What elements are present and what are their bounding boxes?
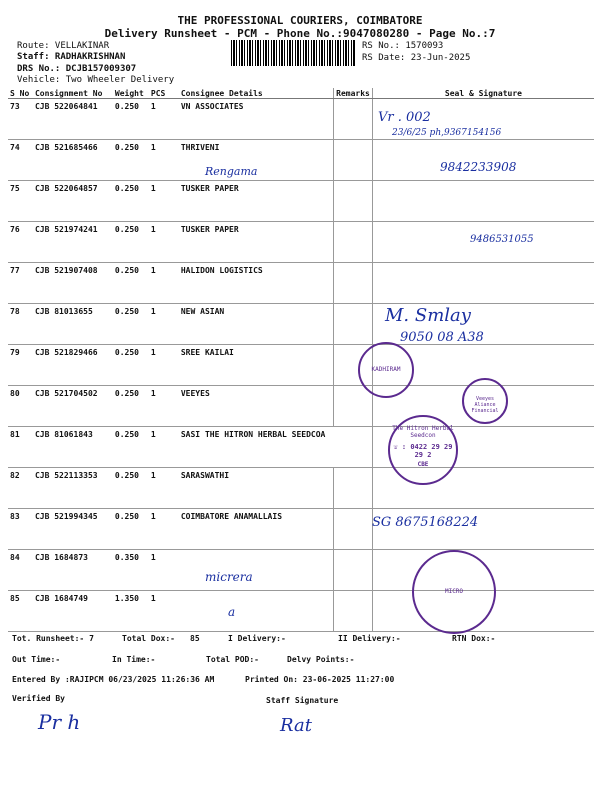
cell-pcs: 1 bbox=[149, 550, 179, 591]
cell-remarks bbox=[334, 591, 373, 632]
cell-consignment: CJB 521974241 bbox=[33, 222, 113, 263]
out-time: Out Time:- bbox=[12, 655, 61, 664]
handwritten-note: SG 8675168224 bbox=[372, 515, 479, 530]
entered-by: Entered By :RAJIPCM 06/23/2025 11:26:36 AM bbox=[12, 675, 215, 684]
cell-consignment: CJB 81013655 bbox=[33, 304, 113, 345]
cell-remarks bbox=[334, 386, 373, 427]
table-row bbox=[8, 509, 594, 550]
cell-sno: 83 bbox=[8, 509, 33, 550]
cell-weight: 0.250 bbox=[113, 99, 149, 140]
drs-no: DRS No.: DCJB157009307 bbox=[17, 64, 137, 74]
company-seal: KADHIRAM bbox=[358, 342, 414, 398]
cell-pcs: 1 bbox=[149, 386, 179, 427]
cell-weight: 0.250 bbox=[113, 468, 149, 509]
tot-runsheet: Tot. Runsheet:- 7 bbox=[12, 634, 94, 643]
ii-delivery: II Delivery:- bbox=[338, 634, 401, 643]
handwritten-note: 9486531055 bbox=[470, 234, 534, 245]
cell-consignee: TUSKER PAPER bbox=[179, 222, 334, 263]
i-delivery: I Delivery:- bbox=[228, 634, 286, 643]
cell-consignee: SARASWATHI bbox=[179, 468, 334, 509]
staff-signature: Rat bbox=[280, 715, 312, 736]
cell-pcs: 1 bbox=[149, 304, 179, 345]
in-time: In Time:- bbox=[112, 655, 156, 664]
handwritten-note: 9842233908 bbox=[440, 160, 517, 174]
col-signature: Seal & Signature bbox=[372, 88, 594, 99]
cell-remarks bbox=[334, 140, 373, 181]
company-title: THE PROFESSIONAL COURIERS, COIMBATORE bbox=[177, 14, 423, 27]
table-row bbox=[8, 304, 594, 345]
cell-consignment: CJB 521907408 bbox=[33, 263, 113, 304]
cell-sno: 80 bbox=[8, 386, 33, 427]
cell-remarks bbox=[334, 550, 373, 591]
cell-pcs: 1 bbox=[149, 222, 179, 263]
cell-pcs: 1 bbox=[149, 427, 179, 468]
cell-remarks bbox=[334, 304, 373, 345]
cell-pcs: 1 bbox=[149, 468, 179, 509]
cell-remarks bbox=[334, 468, 373, 509]
cell-consignee bbox=[179, 591, 334, 632]
table-row bbox=[8, 345, 594, 386]
cell-consignee: HALIDON LOGISTICS bbox=[179, 263, 334, 304]
total-dox-value: 85 bbox=[190, 634, 200, 643]
col-sno: S No bbox=[8, 88, 33, 99]
delvy-points: Delvy Points:- bbox=[287, 655, 355, 664]
cell-weight: 0.250 bbox=[113, 304, 149, 345]
cell-weight: 0.250 bbox=[113, 140, 149, 181]
cell-sno: 74 bbox=[8, 140, 33, 181]
cell-remarks bbox=[334, 181, 373, 222]
cell-weight: 0.250 bbox=[113, 345, 149, 386]
cell-remarks bbox=[334, 99, 373, 140]
cell-pcs: 1 bbox=[149, 263, 179, 304]
staff: Staff: RADHAKRISHNAN bbox=[17, 52, 126, 62]
verified-by: Verified By bbox=[12, 694, 65, 703]
cell-remarks bbox=[334, 509, 373, 550]
cell-consignee: VN ASSOCIATES bbox=[179, 99, 334, 140]
handwritten-note: 23/6/25 ph,9367154156 bbox=[392, 128, 502, 138]
rs-date: RS Date: 23-Jun-2025 bbox=[362, 53, 471, 63]
table-row bbox=[8, 591, 594, 632]
cell-weight: 0.250 bbox=[113, 263, 149, 304]
cell-pcs: 1 bbox=[149, 509, 179, 550]
seal-phone: ☏ : 0422 29 29 29 2 bbox=[393, 443, 453, 459]
cell-consignment: CJB 521704502 bbox=[33, 386, 113, 427]
cell-weight: 0.250 bbox=[113, 427, 149, 468]
cell-consignment: CJB 81061843 bbox=[33, 427, 113, 468]
cell-consignee: SREE KAILAI bbox=[179, 345, 334, 386]
table-row bbox=[8, 181, 594, 222]
table-row bbox=[8, 427, 594, 468]
seal-name: The Hitron Herbal Seedcon bbox=[392, 425, 454, 439]
cell-consignee: COIMBATORE ANAMALLAIS bbox=[179, 509, 334, 550]
cell-weight: 1.350 bbox=[113, 591, 149, 632]
table-row bbox=[8, 99, 594, 140]
cell-weight: 0.250 bbox=[113, 386, 149, 427]
vehicle: Vehicle: Two Wheeler Delivery bbox=[17, 75, 175, 85]
cell-pcs: 1 bbox=[149, 181, 179, 222]
cell-sno: 82 bbox=[8, 468, 33, 509]
rtn-dox: RTN Dox:- bbox=[452, 634, 496, 643]
cell-weight: 0.250 bbox=[113, 509, 149, 550]
col-consignee: Consignee Details bbox=[179, 88, 334, 99]
cell-consignment: CJB 1684749 bbox=[33, 591, 113, 632]
cell-consignment: CJB 522064841 bbox=[33, 99, 113, 140]
verified-signature: Pr h bbox=[38, 710, 81, 734]
handwritten-note: 9050 08 A38 bbox=[400, 330, 484, 345]
handwritten-note: Rengama bbox=[205, 165, 258, 178]
cell-consignee: NEW ASIAN bbox=[179, 304, 334, 345]
handwritten-note: micrera bbox=[205, 570, 253, 584]
col-consignment: Consignment No bbox=[33, 88, 113, 99]
cell-consignment: CJB 522113353 bbox=[33, 468, 113, 509]
cell-signature bbox=[372, 181, 594, 222]
cell-signature bbox=[372, 263, 594, 304]
table-row bbox=[8, 263, 594, 304]
cell-weight: 0.250 bbox=[113, 181, 149, 222]
cell-sno: 85 bbox=[8, 591, 33, 632]
cell-pcs: 1 bbox=[149, 591, 179, 632]
cell-pcs: 1 bbox=[149, 99, 179, 140]
cell-sno: 84 bbox=[8, 550, 33, 591]
cell-pcs: 1 bbox=[149, 345, 179, 386]
table-row bbox=[8, 550, 594, 591]
col-weight: Weight bbox=[113, 88, 149, 99]
total-dox-label: Total Dox:- bbox=[122, 634, 175, 643]
cell-weight: 0.350 bbox=[113, 550, 149, 591]
cell-consignment: CJB 521685466 bbox=[33, 140, 113, 181]
company-seal bbox=[388, 415, 458, 485]
cell-sno: 78 bbox=[8, 304, 33, 345]
route: Route: VELLAKINAR bbox=[17, 41, 110, 51]
cell-remarks bbox=[334, 263, 373, 304]
cell-sno: 77 bbox=[8, 263, 33, 304]
handwritten-note: a bbox=[228, 605, 236, 619]
handwritten-note: M. Smlay bbox=[385, 305, 471, 326]
cell-remarks bbox=[334, 222, 373, 263]
cell-consignee bbox=[179, 550, 334, 591]
total-pod: Total POD:- bbox=[206, 655, 259, 664]
runsheet-title: Delivery Runsheet - PCM - Phone No.:9047080280 - Page No.:7 bbox=[104, 27, 496, 40]
staff-signature-label: Staff Signature bbox=[266, 696, 339, 705]
rs-no: RS No.: 1570093 bbox=[362, 41, 444, 51]
seal-city: CBE bbox=[417, 461, 429, 468]
cell-pcs: 1 bbox=[149, 140, 179, 181]
cell-sno: 81 bbox=[8, 427, 33, 468]
cell-consignment: CJB 521994345 bbox=[33, 509, 113, 550]
company-seal: Veeyes Aliance Financial bbox=[462, 378, 508, 424]
cell-consignee: VEEYES bbox=[179, 386, 334, 427]
cell-consignee: SASI THE HITRON HERBAL SEEDCOA bbox=[179, 427, 372, 468]
cell-consignment: CJB 521829466 bbox=[33, 345, 113, 386]
cell-sno: 76 bbox=[8, 222, 33, 263]
cell-consignment: CJB 1684873 bbox=[33, 550, 113, 591]
printed-on: Printed On: 23-06-2025 11:27:00 bbox=[245, 675, 395, 684]
barcode bbox=[231, 40, 355, 66]
cell-weight: 0.250 bbox=[113, 222, 149, 263]
table-row bbox=[8, 468, 594, 509]
cell-sno: 75 bbox=[8, 181, 33, 222]
cell-consignee: TUSKER PAPER bbox=[179, 181, 334, 222]
col-pcs: PCS bbox=[149, 88, 179, 99]
cell-sno: 73 bbox=[8, 99, 33, 140]
table-header bbox=[8, 88, 594, 99]
col-remarks: Remarks bbox=[334, 88, 373, 99]
cell-sno: 79 bbox=[8, 345, 33, 386]
company-seal: MICRO bbox=[412, 550, 496, 634]
cell-consignment: CJB 522064857 bbox=[33, 181, 113, 222]
handwritten-note: Vr . 002 bbox=[378, 110, 431, 125]
cell-consignee: THRIVENI bbox=[179, 140, 334, 181]
